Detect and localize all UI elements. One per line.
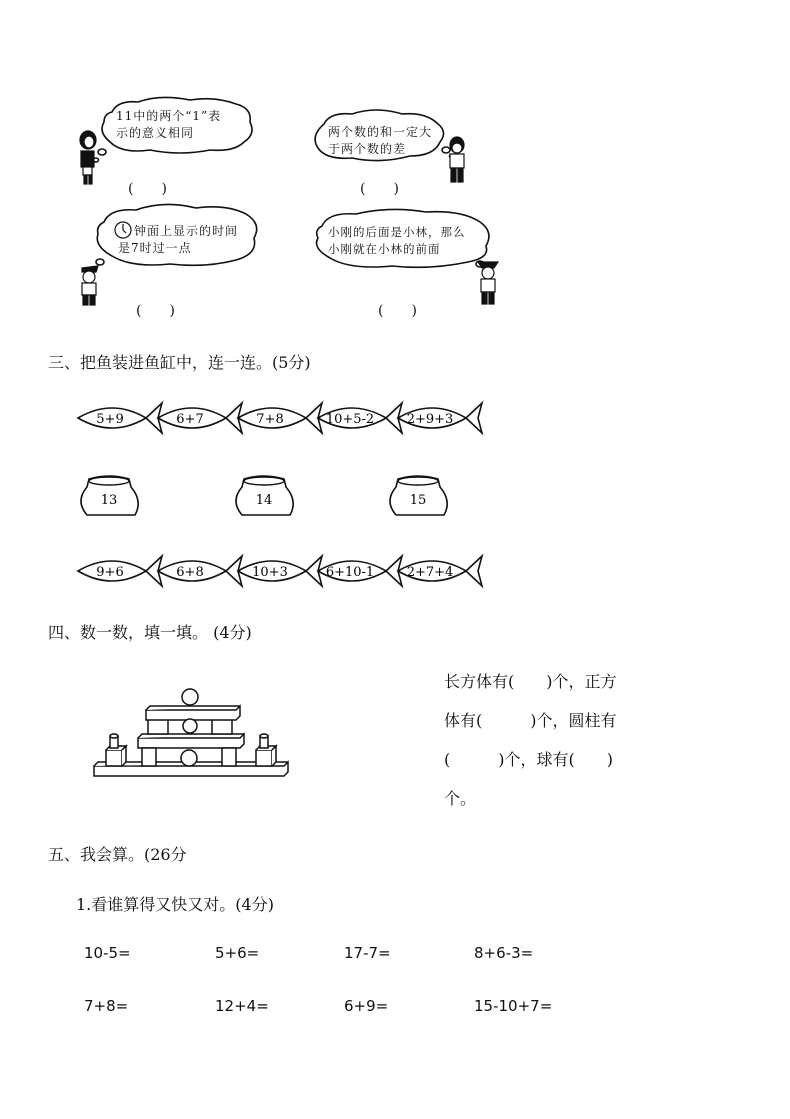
calc-r2-c1[interactable]: 7+8= [84, 997, 129, 1015]
bowl-15[interactable] [390, 476, 447, 515]
bubble-4-text [328, 224, 466, 258]
bubble-1-line1: 11中的两个“1”表 [116, 109, 222, 123]
bowl-15-label: 15 [409, 493, 427, 508]
bowl-13[interactable] [81, 476, 138, 515]
fish-top-4[interactable] [318, 403, 402, 433]
bubble-4-line2: 小刚就在小林的前面 [328, 242, 441, 256]
bubble-3-answer[interactable]: ( ) [136, 303, 175, 319]
girl-figure-1 [80, 131, 96, 184]
count-line-2[interactable]: 体有( )个，圆柱有 [444, 711, 617, 730]
block-structure-illustration [88, 688, 298, 788]
bubble-3-text [118, 223, 239, 257]
count-line-4: 个。 [444, 789, 477, 808]
fish-bottom-5-label: 2+7+4 [406, 565, 454, 580]
calc-r2-c2[interactable]: 12+4= [215, 997, 269, 1015]
count-fill-text [444, 662, 684, 818]
calc-r1-c1[interactable]: 10-5= [84, 944, 131, 962]
calc-r1-c2[interactable]: 5+6= [215, 944, 260, 962]
section-5-sub1: 1.看谁算得又快又对。(4分) [76, 895, 274, 914]
calc-r1-c4[interactable]: 8+6-3= [474, 944, 534, 962]
bubble-3-line1: 钟面上显示的时间 [134, 224, 239, 238]
section-5-heading: 五、我会算。(26分 [48, 845, 187, 864]
fish-bottom-4-label: 6+10-1 [325, 565, 375, 580]
bubble-2-answer[interactable]: ( ) [360, 181, 399, 197]
bubble-illustrations [0, 0, 790, 340]
fish-top-5-label: 2+9+3 [406, 412, 454, 427]
fish-bottom-1-label: 9+6 [96, 565, 124, 580]
fish-top-4-label: 10+5-2 [325, 412, 375, 427]
bubble-3-line2: 是7时过一点 [118, 241, 192, 255]
bubble-2-text [328, 124, 432, 158]
section-3-heading: 三、把鱼装进鱼缸中，连一连。(5分) [48, 353, 311, 372]
count-line-3[interactable]: ( )个，球有( ) [444, 750, 613, 769]
fish-top-2[interactable] [158, 403, 242, 433]
calc-r2-c4[interactable]: 15-10+7= [474, 997, 553, 1015]
fish-bottom-3-label: 10+3 [252, 565, 288, 580]
fish-bottom-2-label: 6+8 [176, 565, 204, 580]
calc-r1-c3[interactable]: 17-7= [344, 944, 391, 962]
bubble-1-line2: 示的意义相同 [116, 126, 195, 140]
boy-figure-3 [82, 266, 98, 305]
bowl-13-label: 13 [100, 493, 118, 508]
boy-figure-4 [478, 262, 498, 304]
fish-bottom-3[interactable] [238, 556, 322, 586]
fish-bottom-5[interactable] [398, 556, 482, 586]
bubble-2-line1: 两个数的和一定大 [328, 125, 433, 139]
fish-and-bowls [0, 395, 790, 595]
bowl-14[interactable] [236, 476, 293, 515]
boy-figure-2 [450, 137, 464, 182]
bubble-1-text [116, 108, 221, 142]
fish-bottom-1[interactable] [78, 556, 162, 586]
fish-bottom-4[interactable] [318, 556, 402, 586]
bowl-14-label: 14 [255, 493, 273, 508]
fish-bottom-2[interactable] [158, 556, 242, 586]
fish-top-2-label: 6+7 [176, 412, 204, 427]
fish-top-1[interactable] [78, 403, 162, 433]
count-line-1[interactable]: 长方体有( )个，正方 [444, 672, 617, 691]
bubble-2-line2: 于两个数的差 [328, 142, 407, 156]
fish-top-3-label: 7+8 [256, 412, 284, 427]
calc-r2-c3[interactable]: 6+9= [344, 997, 389, 1015]
fish-top-5[interactable] [398, 403, 482, 433]
section-4-heading: 四、数一数，填一填。 (4分) [48, 623, 252, 642]
bubble-4-answer[interactable]: ( ) [378, 303, 417, 319]
fish-top-1-label: 5+9 [96, 412, 124, 427]
fish-top-3[interactable] [238, 403, 322, 433]
bubble-1-answer[interactable]: ( ) [128, 181, 167, 197]
bubble-4-line1: 小刚的后面是小林，那么 [328, 225, 466, 239]
